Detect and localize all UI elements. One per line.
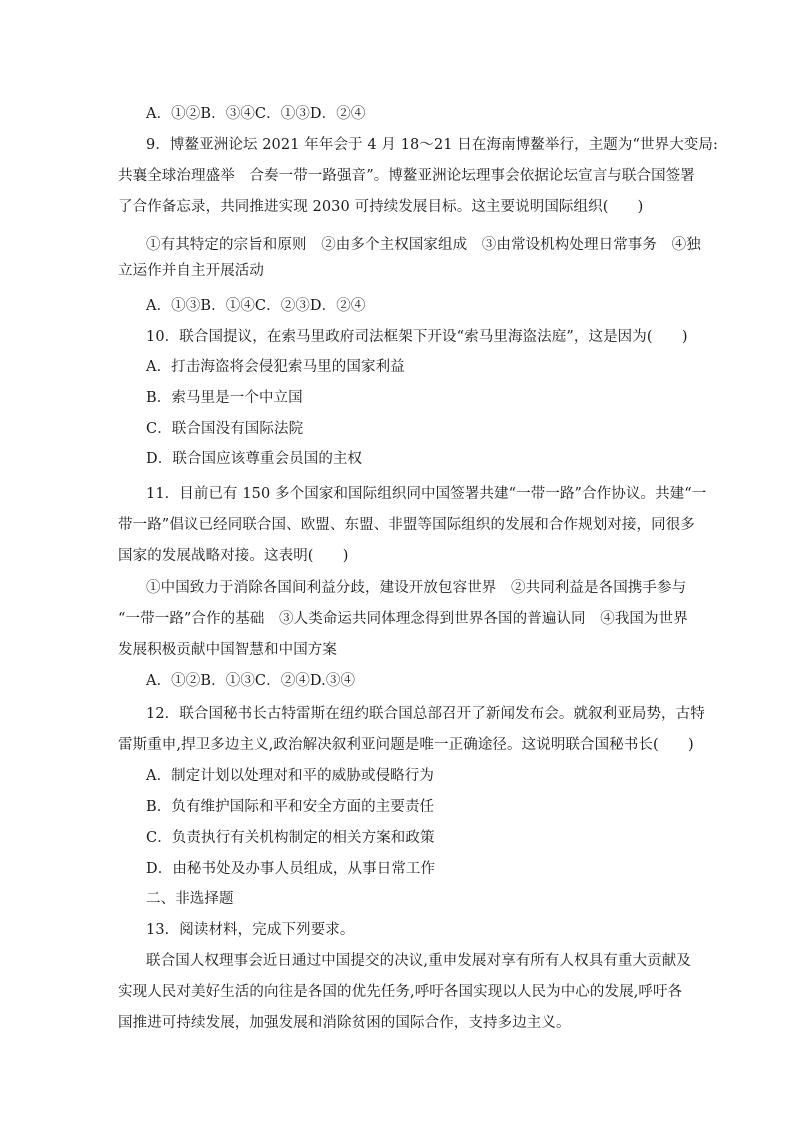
text-line: B．索马里是一个中立国 [146, 390, 303, 406]
text-line: ①有其特定的宗旨和原则 ②由多个主权国家组成 ③由常设机构处理日常事务 ④独 [146, 237, 701, 253]
text-line: A．制定计划以处理对和平的威胁或侵略行为 [146, 768, 434, 784]
text-line: A．①②B．③④C．①③D．②④ [146, 106, 366, 122]
text-line: B．负有维护国际和平和安全方面的主要责任 [146, 799, 435, 815]
text-line: 实现人民对美好生活的向往是各国的优先任务,呼吁各国实现以人民为中心的发展,呼吁各 [118, 984, 683, 1000]
text-line: A．打击海盗将会侵犯索马里的国家利益 [146, 359, 405, 375]
text-line: 13．阅读材料，完成下列要求。 [146, 922, 355, 938]
text-line: 共襄全球治理盛举 合奏一带一路强音”。博鳌亚洲论坛理事会依据论坛宣言与联合国签署 [118, 168, 695, 184]
text-line: “一带一路”合作的基础 ③人类命运共同体理念得到世界各国的普遍认同 ④我国为世界 [118, 611, 688, 627]
text-line: D．联合国应该尊重会员国的主权 [146, 451, 363, 467]
text-line: 11．目前已有 150 多个国家和国际组织同中国签署共建“一带一路”合作协议。共建“一 [146, 486, 707, 502]
text-line: A．①③B．①④C．②③D．②④ [146, 298, 366, 314]
text-line: 12．联合国秘书长古特雷斯在纽约联合国总部召开了新闻发布会。就叙利亚局势，古特 [146, 706, 705, 722]
text-line: 10．联合国提议，在索马里政府司法框架下开设“索马里海盗法庭”，这是因为( ) [146, 329, 688, 345]
text-line: 雷斯重申,捍卫多边主义,政治解决叙利亚问题是唯一正确途径。这说明联合国秘书长( ) [118, 737, 694, 753]
text-line: D．由秘书处及办事人员组成，从事日常工作 [146, 861, 436, 877]
text-line: 了合作备忘录，共同推进实现 2030 可持续发展目标。这主要说明国际组织( ) [118, 199, 644, 215]
text-line: ①中国致力于消除各国间利益分歧，建设开放包容世界 ②共同利益是各国携手参与 [146, 580, 687, 596]
text-line: C．负责执行有关机构制定的相关方案和政策 [146, 830, 435, 846]
text-line: 国推进可持续发展，加强发展和消除贫困的国际合作，支持多边主义。 [118, 1015, 571, 1031]
text-line: 带一路”倡议已经同联合国、欧盟、东盟、非盟等国际组织的发展和合作规划对接，同很多 [118, 517, 695, 533]
text-line: 发展积极贡献中国智慧和中国方案 [118, 642, 337, 658]
text-line: 国家的发展战略对接。这表明( ) [118, 548, 349, 564]
text-line: A．①②B．①③C．②④D.③④ [146, 673, 356, 689]
text-line: 二、非选择题 [146, 891, 234, 907]
text-line: 立运作并自主开展活动 [118, 263, 264, 279]
text-line: 9．博鳌亚洲论坛 2021 年年会于 4 月 18～21 日在海南博鳌举行，主题为“世界大变局: [146, 137, 719, 153]
text-line: C．联合国没有国际法院 [146, 421, 304, 437]
text-line: 联合国人权理事会近日通过中国提交的决议,重申发展对享有所有人权具有重大贡献及 [146, 953, 691, 969]
